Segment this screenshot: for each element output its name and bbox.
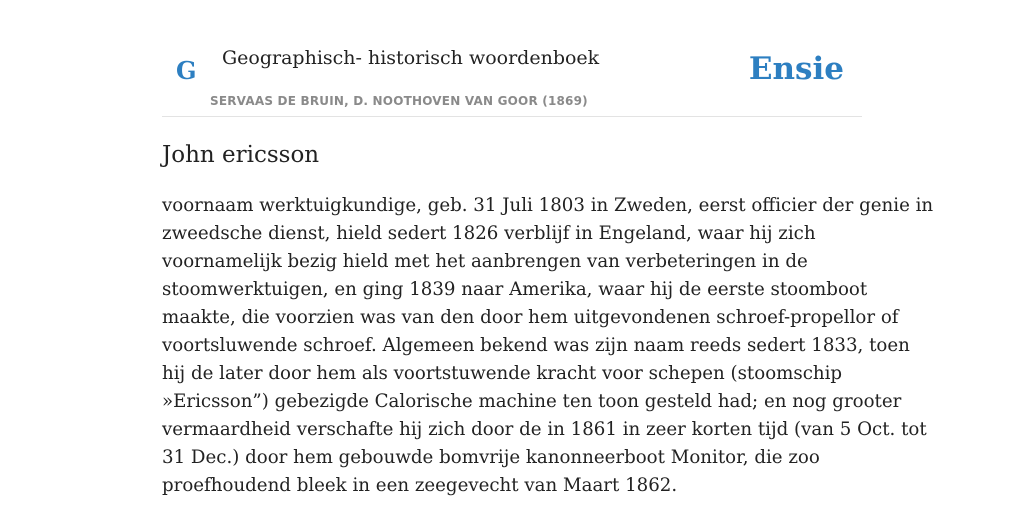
entry-body-line: hij de later door hem als voortstuwende kracht voor schepen (stoomschip (162, 363, 843, 384)
entry-body-line: stoomwerktuigen, en ging 1839 naar Amerika, waar hij de eerste stoomboot (162, 279, 868, 300)
entry-title: John ericsson (162, 142, 320, 168)
entry-body-line: 31 Dec.) door hem gebouwde bomvrije kanonneerboot Monitor, die zoo (162, 447, 820, 468)
brand-logo[interactable]: Ensie (748, 51, 844, 87)
header (162, 0, 862, 117)
book-author: SERVAAS DE BRUIN, D. NOOTHOVEN VAN GOOR (1869) (210, 94, 588, 108)
entry-body-line: »Ericsson”) gebezigde Calorische machine ten toon gesteld had; en nog grooter (162, 391, 902, 412)
entry-body-line: voornaam werktuigkundige, geb. 31 Juli 1803 in Zweden, eerst officier der genie in (162, 195, 934, 216)
entry-body-line: proefhoudend bleek in een zeegevecht van Maart 1862. (162, 475, 678, 496)
entry-body-line: zweedsche dienst, hield sedert 1826 verblijf in Engeland, waar hij zich (162, 223, 816, 244)
entry-body-line: maakte, die voorzien was van den door hem uitgevondenen schroef-propellor of (162, 307, 899, 328)
book-letter-icon: G (176, 56, 197, 85)
entry-body-line: voortsluwende schroef. Algemeen bekend was zijn naam reeds sedert 1833, toen (162, 335, 910, 356)
entry-body (162, 192, 934, 500)
book-title[interactable]: Geographisch- historisch woordenboek (222, 47, 600, 69)
entry-body-line: vermaardheid verschafte hij zich door de in 1861 in zeer korten tijd (van 5 Oct. tot (162, 419, 927, 440)
entry-body-line: voornamelijk bezig hield met het aanbrengen van verbeteringen in de (162, 251, 808, 272)
